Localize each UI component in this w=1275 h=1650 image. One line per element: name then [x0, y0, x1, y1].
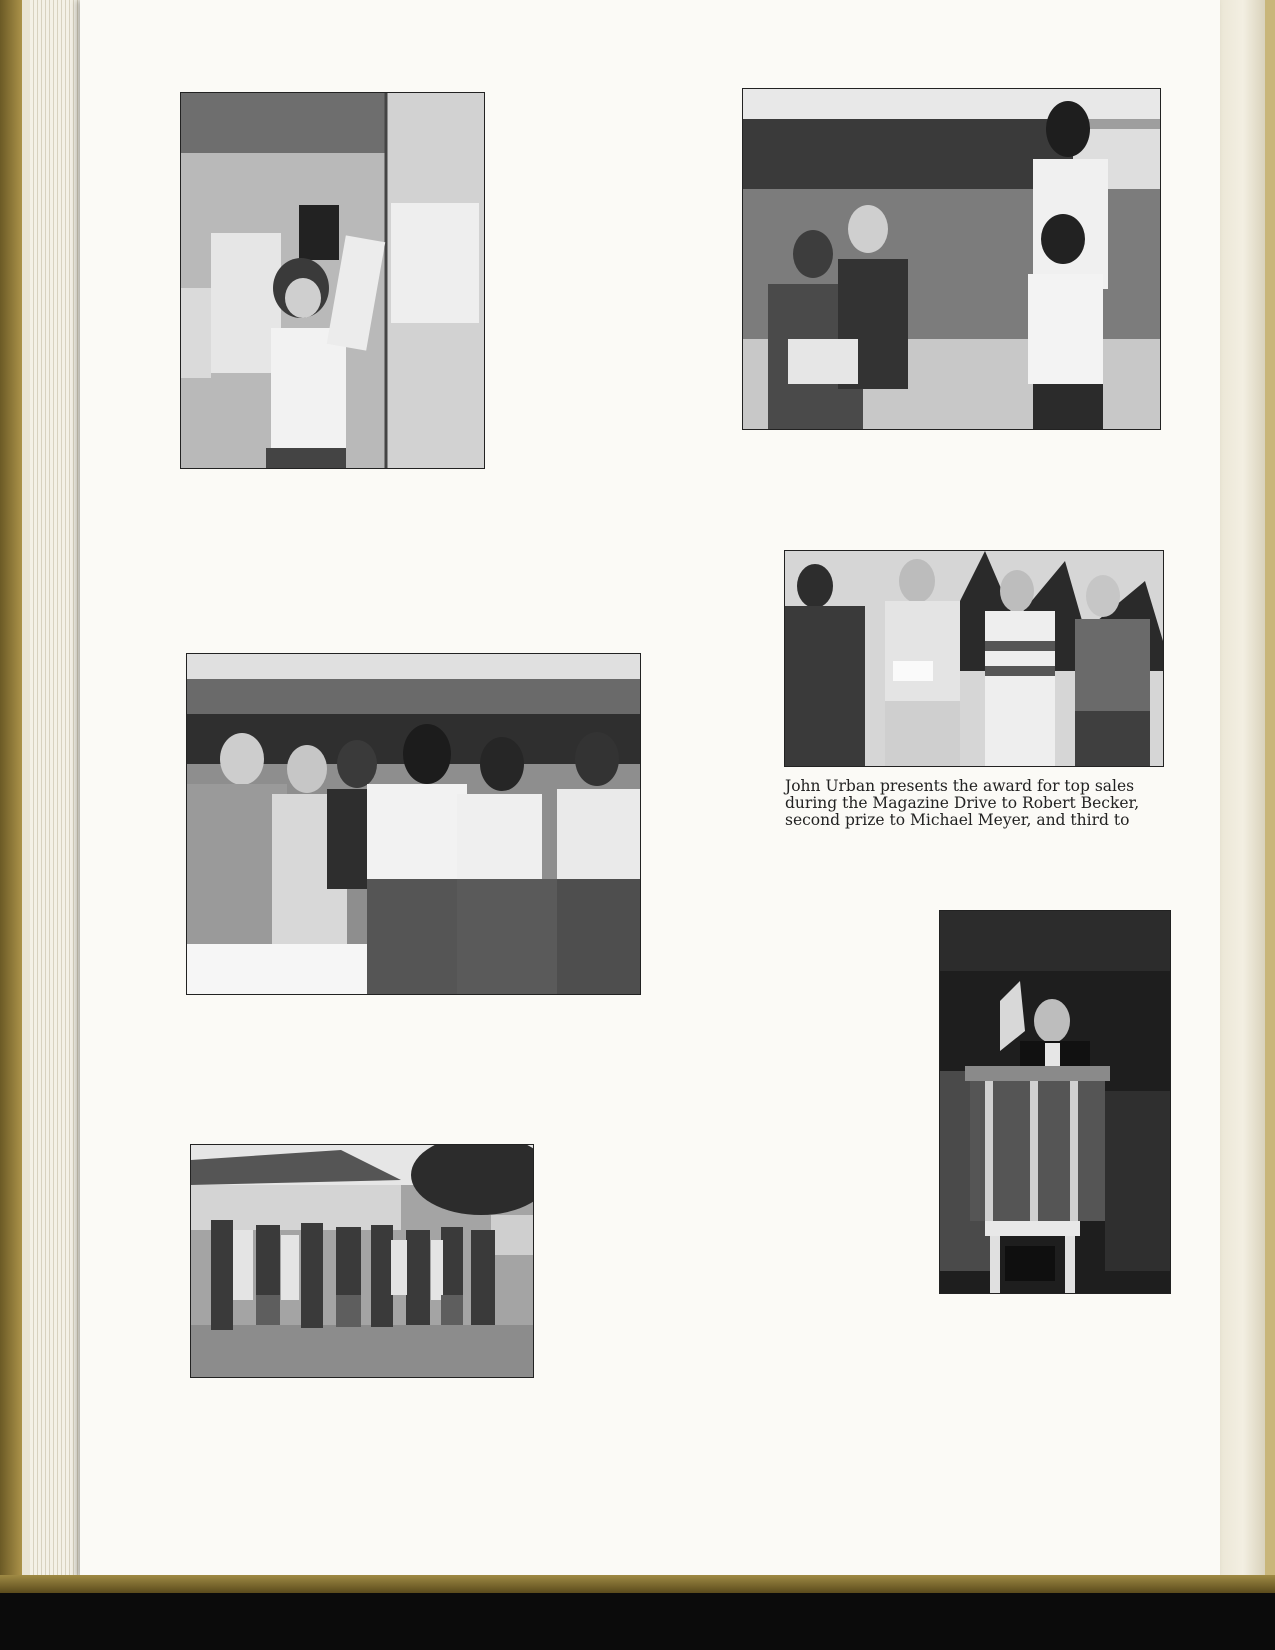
- caption-line-3: second prize to Michael Meyer, and third to: [785, 811, 1130, 829]
- caption-line-2: during the Magazine Drive to Robert Becker,: [785, 794, 1140, 812]
- girl-at-bulletin-board-photo: [180, 92, 485, 469]
- award-presentation-photo: [784, 550, 1164, 767]
- page-edges: [30, 0, 80, 1580]
- man-at-podium-photo: [939, 910, 1171, 1294]
- caption-line-1: John Urban presents the award for top sales: [785, 777, 1135, 795]
- students-seated-assembly-photo: [186, 653, 641, 995]
- students-outside-building-photo: [742, 88, 1161, 430]
- bottom-binding-edge: [0, 1575, 1275, 1593]
- students-gathered-outdoors-photo: [190, 1144, 534, 1378]
- award-photo-caption: [785, 778, 1185, 829]
